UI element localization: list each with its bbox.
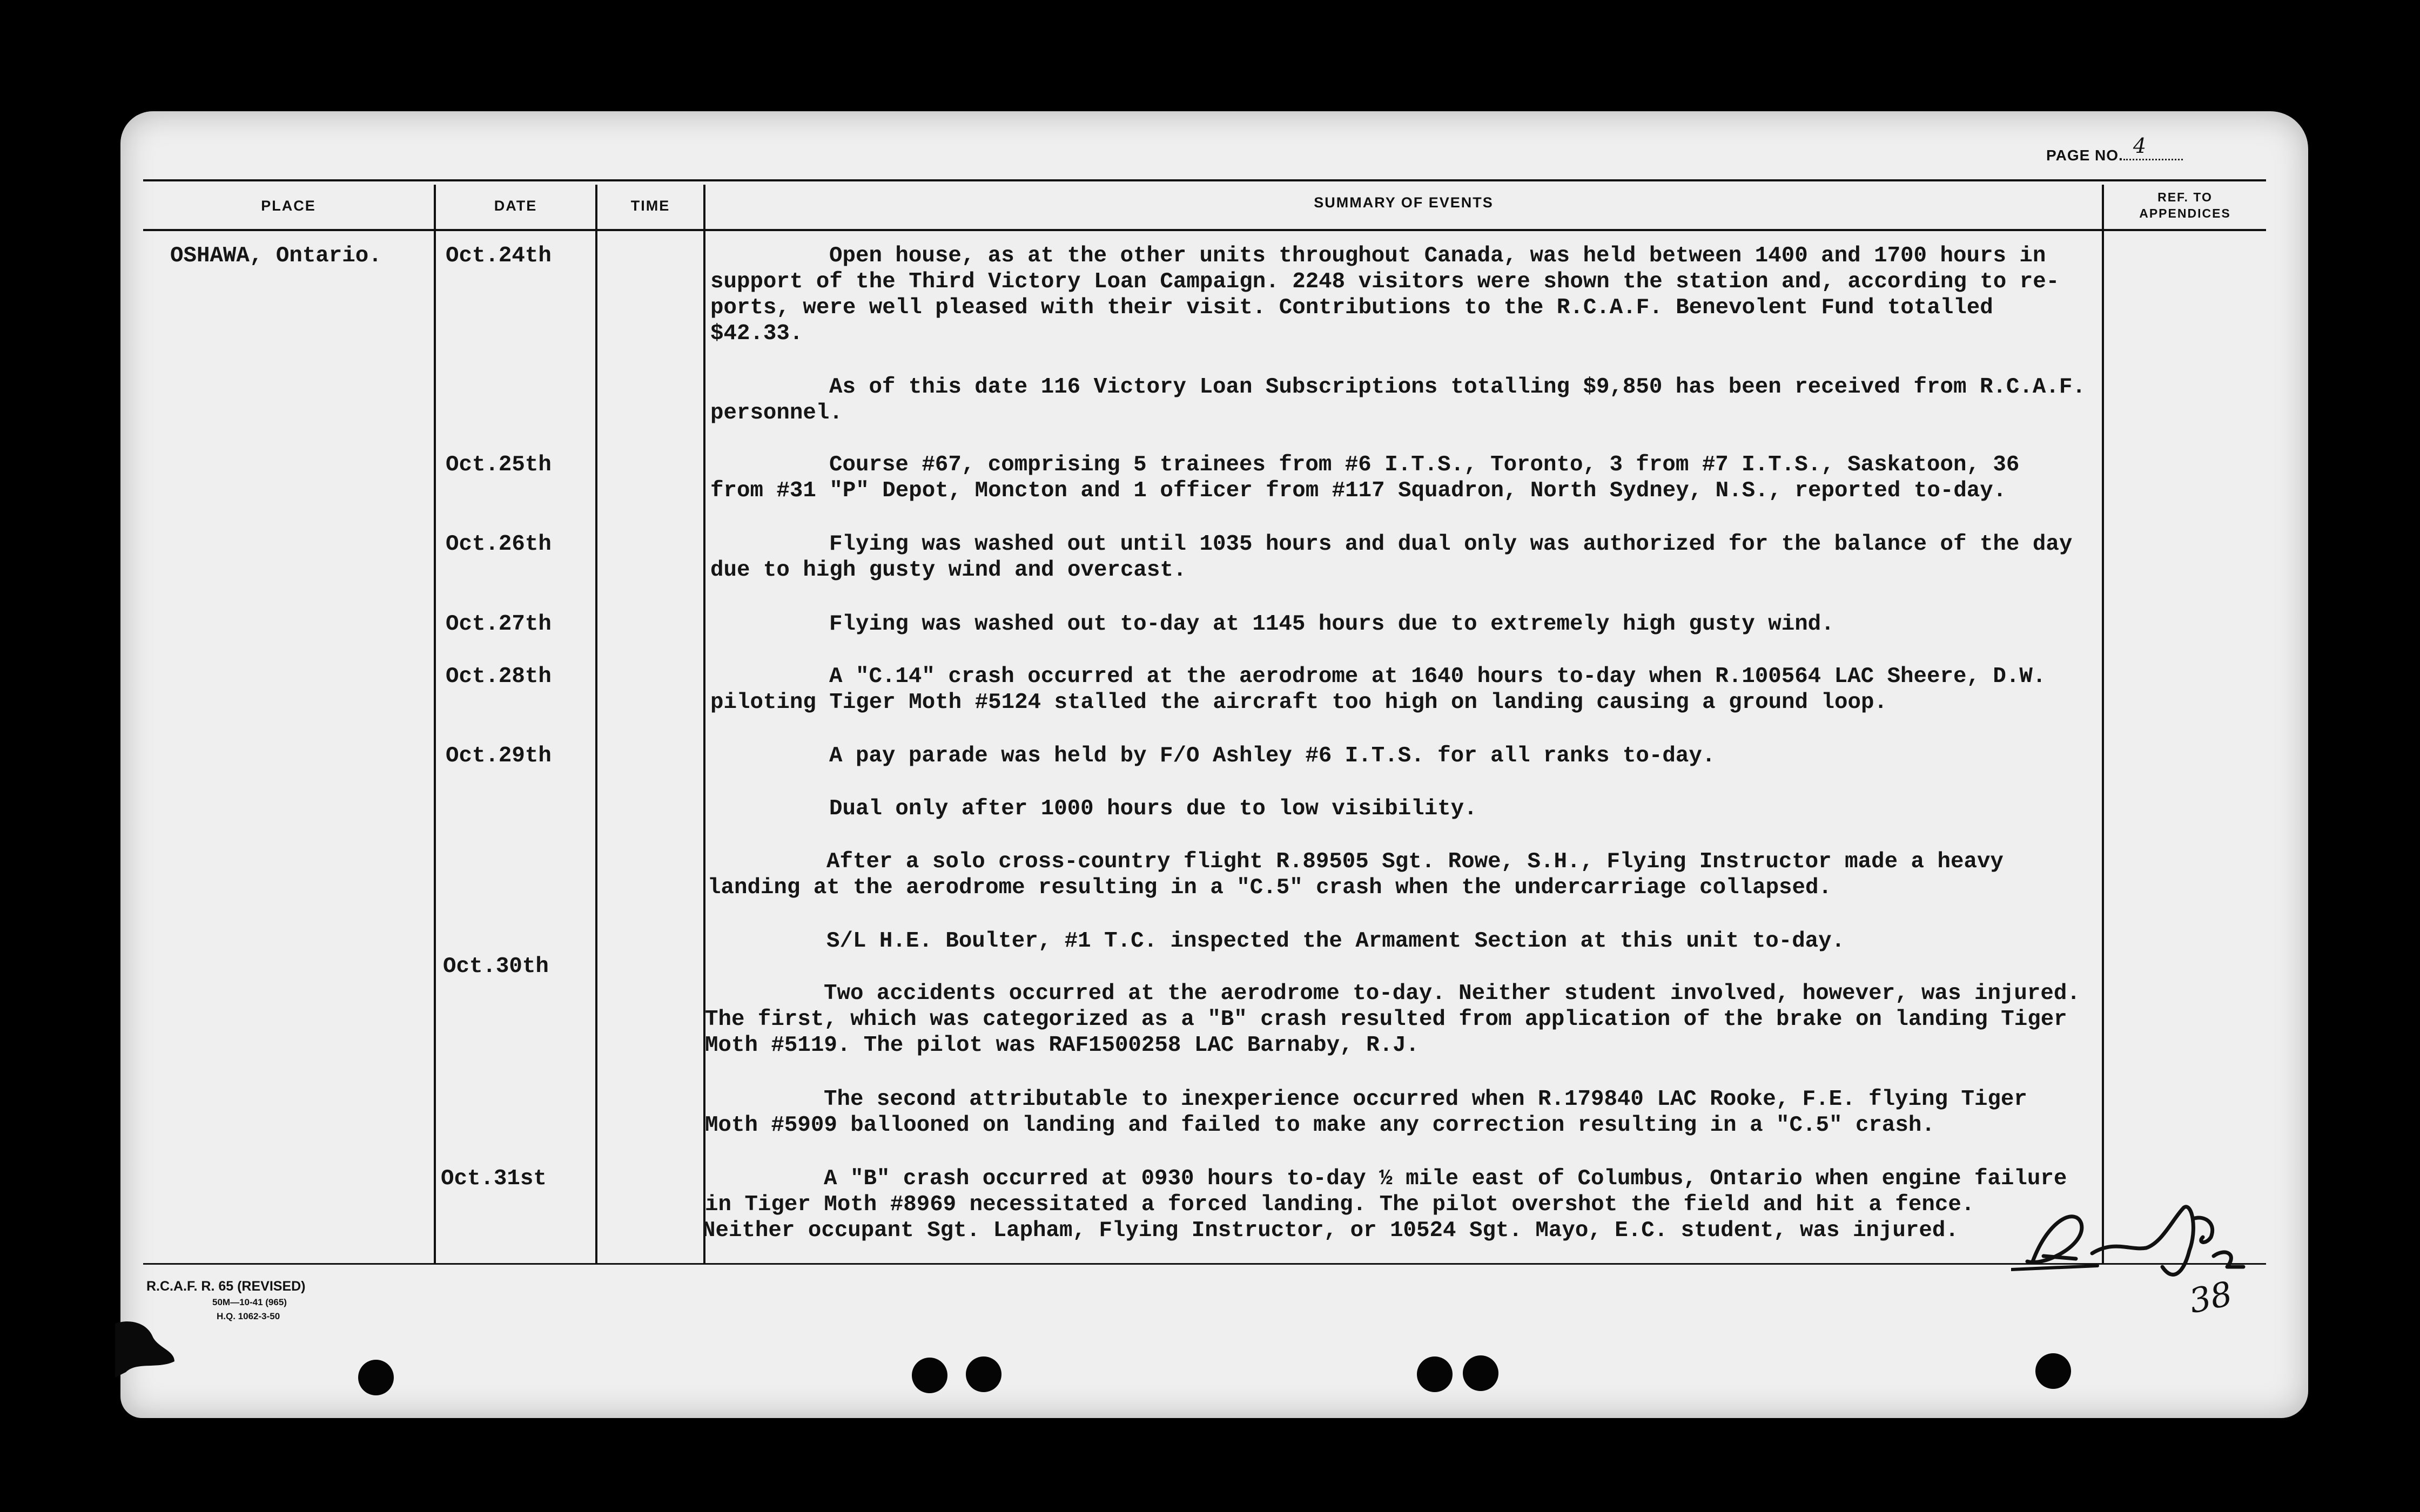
summary-line: The second attributable to inexperience occurred when R.179840 LAC Rooke, F.E. flying Tiger	[824, 1087, 2027, 1112]
header-ref-line2: APPENDICES	[2139, 206, 2231, 220]
summary-line: personnel.	[710, 401, 843, 426]
punch-hole	[966, 1356, 1001, 1392]
summary-line: The first, which was categorized as a "B" crash resulted from application of the brake on landing Tiger	[705, 1007, 2067, 1032]
summary-line: Flying was washed out to-day at 1145 hours due to extremely high gusty wind.	[829, 612, 1834, 637]
summary-line: A pay parade was held by F/O Ashley #6 I.T.S. for all ranks to-day.	[829, 744, 1716, 768]
punch-hole	[912, 1358, 947, 1393]
header-top-rule	[143, 179, 2266, 181]
summary-line: piloting Tiger Moth #5124 stalled the aircraft too high on landing causing a ground loop.	[710, 690, 1887, 715]
column-divider-time-summary	[703, 185, 705, 1265]
summary-line: Dual only after 1000 hours due to low visibility.	[829, 796, 1477, 821]
summary-line: A "B" crash occurred at 0930 hours to-day ½ mile east of Columbus, Ontario when engine failure	[824, 1166, 2067, 1191]
date-entry: Oct.30th	[443, 954, 549, 979]
form-number: R.C.A.F. R. 65 (REVISED)	[146, 1279, 306, 1294]
date-entry: Oct.24th	[446, 244, 552, 268]
header-place: PLACE	[261, 198, 316, 214]
page-number-value: 4	[2133, 134, 2147, 158]
punch-hole	[1417, 1356, 1453, 1392]
date-entry: Oct.29th	[446, 744, 552, 768]
summary-line: After a solo cross-country flight R.89505 Sgt. Rowe, S.H., Flying Instructor made a heavy	[826, 849, 2004, 874]
torn-corner-mark	[115, 1318, 180, 1378]
summary-line: As of this date 116 Victory Loan Subscriptions totalling $9,850 has been received from R.C.A.F.	[829, 375, 2086, 400]
header-summary: SUMMARY OF EVENTS	[1314, 194, 1494, 211]
summary-line: Two accidents occurred at the aerodrome to-day. Neither student involved, however, was injured.	[824, 981, 2080, 1006]
header-bottom-rule	[143, 229, 2266, 231]
record-card	[120, 111, 2308, 1418]
summary-line: from #31 "P" Depot, Moncton and 1 officer from #117 Squadron, North Sydney, N.S., reported to-day.	[710, 478, 2007, 503]
summary-line: Open house, as at the other units throughout Canada, was held between 1400 and 1700 hours in	[829, 244, 2046, 268]
place-entry: OSHAWA, Ontario.	[170, 244, 382, 268]
column-divider-summary-ref	[2102, 185, 2104, 1265]
header-date: DATE	[494, 198, 537, 214]
summary-line: in Tiger Moth #8969 necessitated a forced landing. The pilot overshot the field and hit a fence.	[705, 1192, 1975, 1217]
summary-line: Flying was washed out until 1035 hours and dual only was authorized for the balance of the day	[829, 532, 2073, 557]
summary-line: Neither occupant Sgt. Lapham, Flying Instructor, or 10524 Sgt. Mayo, E.C. student, was injured.	[702, 1218, 1959, 1243]
punch-hole	[2035, 1353, 2071, 1389]
summary-line: landing at the aerodrome resulting in a "C.5" crash when the undercarriage collapsed.	[708, 875, 1832, 900]
handwritten-signature	[2011, 1186, 2270, 1294]
punch-hole	[1463, 1355, 1498, 1391]
summary-line: $42.33.	[710, 321, 803, 346]
summary-line: Moth #5909 ballooned on landing and failed to make any correction resulting in a "C.5" crash.	[705, 1113, 1935, 1138]
form-print-line: 50M—10-41 (965)	[212, 1297, 287, 1307]
summary-line: support of the Third Victory Loan Campaign. 2248 visitors were shown the station and, according to re-	[710, 269, 2060, 294]
column-divider-place-date	[434, 185, 436, 1265]
page-number-label: PAGE NO. 4	[2046, 146, 2183, 164]
handwritten-number: 38	[2186, 1273, 2236, 1321]
summary-line: ports, were well pleased with their visit. Contributions to the R.C.A.F. Benevolent Fund totalled	[710, 295, 1993, 320]
date-entry: Oct.26th	[446, 532, 552, 557]
header-time: TIME	[630, 198, 670, 214]
table-bottom-rule	[143, 1263, 2266, 1265]
date-entry: Oct.31st	[441, 1166, 547, 1191]
summary-line: due to high gusty wind and overcast.	[710, 558, 1187, 583]
punch-hole	[358, 1360, 394, 1395]
summary-line: A "C.14" crash occurred at the aerodrome at 1640 hours to-day when R.100564 LAC Sheere, D.W.	[829, 664, 2046, 689]
summary-line: Moth #5119. The pilot was RAF1500258 LAC Barnaby, R.J.	[705, 1033, 1420, 1058]
summary-line: S/L H.E. Boulter, #1 T.C. inspected the Armament Section at this unit to-day.	[826, 929, 1845, 954]
date-entry: Oct.25th	[446, 453, 552, 477]
column-divider-date-time	[595, 185, 597, 1265]
summary-line: Course #67, comprising 5 trainees from #6 I.T.S., Toronto, 3 from #7 I.T.S., Saskatoon, 36	[829, 453, 2020, 477]
form-hq-line: H.Q. 1062-3-50	[217, 1311, 280, 1321]
header-ref-line1: REF. TO	[2157, 190, 2213, 204]
date-entry: Oct.27th	[446, 612, 552, 637]
date-entry: Oct.28th	[446, 664, 552, 689]
